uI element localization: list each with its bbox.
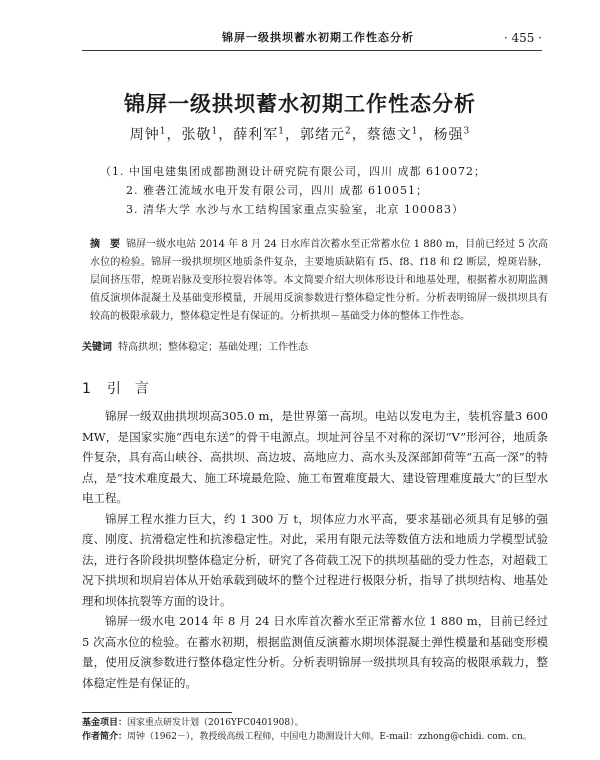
author-name: 张敬 [181, 127, 212, 143]
footnote-divider [82, 712, 232, 713]
paragraph: 锦屏工程水推力巨大，约 1 300 万 t，坝体应力水平高，要求基础必须具有足够的强度、刚度、抗滑稳定性和抗渗稳定性。对此，采用有限元法等数值方法和地质力学模型试验法，进行各阶段拱坝整体稳定分析，研究了各荷载工况下的拱坝基础的受力性态，对超载工况下拱坝和坝肩岩体从开始承载到破坏的整个过程进行极限分析，指导了拱坝结构、地基处理和坝体抗裂等方面的设计。 [82, 511, 548, 608]
affiliation-marker: 1 [159, 126, 167, 137]
funding-text: 国家重点研发计划（2016YFC0401908）。 [127, 718, 304, 728]
abstract-text: 锦屏一级水电站 2014 年 8 月 24 日水库首次蓄水至正常蓄水位 1 880 m，目前已经过 5 次高水位的检验。锦屏一级拱坝坝区地质条件复杂，主要地质缺陷有 f5、f8、f18 和 f2 断层，煌斑岩脉，层间挤压带，煌斑岩脉及变形拉裂岩体等。本文简要介绍大坝体形设计和地基处理，根据蓄水初期监测值反演坝体混凝土及基础变形模量，开展用反演参数进行整体稳定性分析。分析表明锦屏一级拱坝具有较高的极限承载力，整体稳定性是有保证的。分析拱坝－基础受力体的整体工作性态。 [90, 239, 549, 322]
keywords-text: 特高拱坝；整体稳定；基础处理；工作性态 [118, 342, 308, 353]
author-separator: ， [285, 127, 300, 143]
author-separator: ， [218, 127, 234, 143]
footnotes [82, 716, 548, 744]
section-title: 引 言 [106, 381, 149, 397]
page-number: · 455 · [503, 31, 542, 45]
abstract [90, 236, 548, 326]
affiliation-line: （1. 中国电建集团成都勘测设计研究院有限公司，四川 成都 610072； [100, 165, 486, 178]
funding-note [82, 716, 548, 730]
abstract-label: 摘 要 [90, 239, 121, 250]
affiliations [100, 162, 520, 219]
keywords [82, 340, 548, 356]
paragraph: 锦屏一级双曲拱坝坝高305.0 m，是世界第一高坝。电站以发电为主，装机容量3 600 MW，是国家实施“西电东送”的骨干电源点。坝址河谷呈不对称的深切“V”形河谷，地质条件复杂，具有高山峡谷、高拱坝、高边坡、高地应力、高水头及深部卸荷等“五高一深”的特点，是“技术难度最大、施工环境最危险、施工布置难度最大、建设管理难度最大”的巨型水电工程。 [82, 409, 548, 505]
author-name: 周钟 [129, 127, 160, 143]
author-separator: ， [166, 127, 182, 143]
running-header [82, 26, 542, 51]
author-bio-label: 作者简介： [82, 732, 128, 742]
author-name: 薛利军 [233, 127, 279, 143]
author-name: 郭绪元 [300, 127, 345, 143]
author-bio-note [82, 730, 548, 744]
funding-label: 基金项目： [82, 718, 128, 728]
affiliation-marker: 3 [463, 126, 471, 137]
author-name: 蔡德文 [366, 127, 412, 143]
affiliation-marker: 1 [211, 126, 219, 137]
author-name: 杨强 [433, 127, 464, 143]
paragraph: 锦屏一级水电 2014 年 8 月 24 日水库首次蓄水至正常蓄水位 1 880 m，目前已经过 5 次高水位的检验。在蓄水初期，根据监测值反演蓄水期坝体混凝土弹性模量和基础变形模量，使用反演参数进行整体稳定性分析。分析表明锦屏一级拱坝具有较高的极限承载力，整体稳定性是有保证的。 [82, 614, 548, 690]
affiliation-line: 3. 清华大学 水沙与水工结构国家重点实验室，北京 100083） [126, 203, 464, 216]
affiliation-marker: 2 [345, 126, 352, 137]
section-number: 1 [82, 381, 91, 397]
running-header-title: 锦屏一级拱坝蓄水初期工作性态分析 [222, 31, 414, 44]
keywords-label: 关键词 [82, 342, 112, 353]
section-heading [82, 378, 149, 398]
body-text [82, 406, 548, 693]
affiliation-marker: 1 [411, 126, 419, 137]
author-bio-text: 周钟（1962－），教授级高级工程师，中国电力勘测设计大师。E-mail：zzhong@chidi. com. cn。 [127, 732, 532, 742]
paper-title: 锦屏一级拱坝蓄水初期工作性态分析 [124, 92, 476, 116]
author-separator: ， [418, 127, 434, 143]
author-list [0, 124, 600, 144]
affiliation-marker: 1 [278, 126, 285, 137]
affiliation-line: 2. 雅砻江流域水电开发有限公司，四川 成都 610051； [126, 184, 428, 197]
author-separator: ， [351, 127, 367, 143]
